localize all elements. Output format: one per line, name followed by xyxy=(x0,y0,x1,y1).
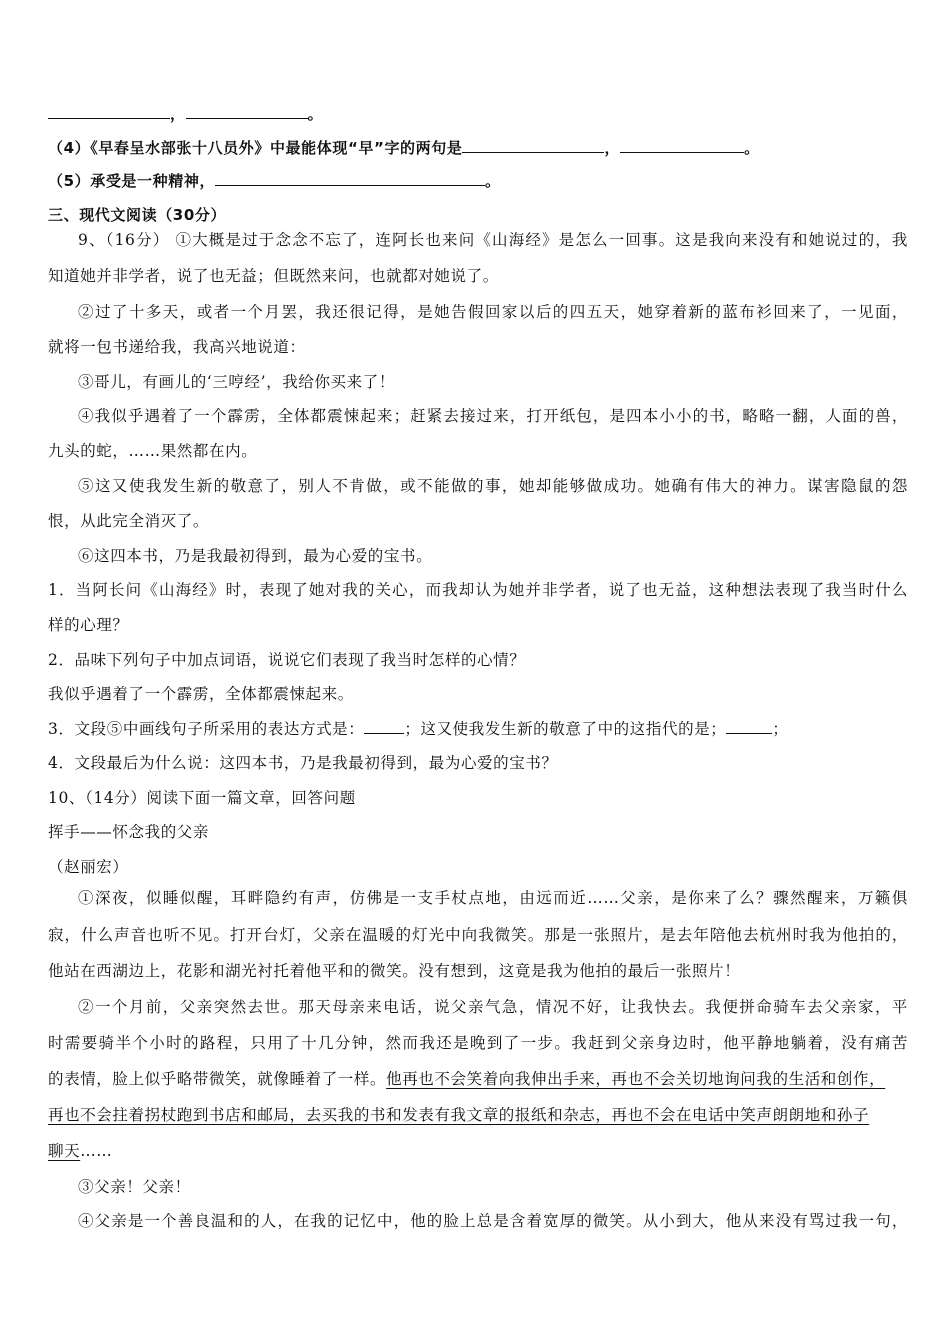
q9-sub-question-2-sentence: 我似乎遇着了一个霹雳，全体都震悚起来。 xyxy=(48,685,354,703)
q9-paragraph-1: 9、（16分） ①大概是过于念念不忘了，连阿长也来问《山海经》是怎么一回事。这是我向来没有和她说过的，我 xyxy=(78,231,908,249)
q10-paragraph-4: ④父亲是一个善良温和的人，在我的记忆中，他的脸上总是含着宽厚的微笑。从小到大，他从来没有骂过我一句， xyxy=(78,1212,908,1230)
q10-paragraph-3: ③父亲！父亲！ xyxy=(78,1178,191,1196)
q10-paragraph-2-cont-4: 聊天…… xyxy=(48,1142,113,1160)
q9-paragraph-6: ⑥这四本书，乃是我最初得到，最为心爱的宝书。 xyxy=(78,547,433,565)
q9-paragraph-1-cont: 知道她并非学者，说了也无益；但既然来问，也就都对她说了。 xyxy=(48,267,499,285)
answer-blank-s3-2[interactable] xyxy=(726,719,772,734)
answer-blank-2[interactable] xyxy=(186,104,308,119)
q10-paragraph-1-cont-1: 寂，什么声音也听不见。打开台灯，父亲在温暖的灯光中向我微笑。那是一张照片，是去年陪他去杭州时我为他拍的， xyxy=(48,926,908,944)
q9-paragraph-5-cont: 恨，从此完全消灭了。 xyxy=(48,512,210,530)
section-heading: 三、现代文阅读（30分） xyxy=(48,206,227,224)
q10-header: 10、（14分）阅读下面一篇文章，回答问题 xyxy=(48,789,356,807)
q9-paragraph-2-cont: 就将一包书递给我，我高兴地说道： xyxy=(48,338,306,356)
underlined-sentence: 他再也不会笑着向我伸出手来，再也不会关切地询问我的生活和创作， xyxy=(386,1070,886,1088)
answer-blank-q4-1[interactable] xyxy=(462,138,604,153)
q9-sub-question-1: 1．当阿长问《山海经》时，表现了她对我的关心，而我却认为她并非学者，说了也无益，这种想法表现了我当时什么 xyxy=(48,581,908,599)
q10-paragraph-1: ①深夜，似睡似醒，耳畔隐约有声，仿佛是一支手杖点地，由远而近……父亲，是你来了么？骤然醒来，万籁俱 xyxy=(78,889,908,907)
q9-paragraph-3: ③哥儿，有画儿的‘三哼经’，我给你买来了！ xyxy=(78,373,395,391)
answer-blank-1[interactable] xyxy=(48,104,170,119)
q9-paragraph-2: ②过了十多天，或者一个月罢，我还很记得，是她告假回家以后的四五天，她穿着新的蓝布衫回来了，一见面， xyxy=(78,303,908,321)
answer-blank-q5[interactable] xyxy=(215,171,485,186)
question-4-text: （4）《早春呈水部张十八员外》中最能体现“早”字的两句是 xyxy=(48,139,463,157)
article-author: （赵丽宏） xyxy=(48,858,129,876)
question-5-text: （5）承受是一种精神， xyxy=(48,172,216,190)
answer-blank-q4-2[interactable] xyxy=(620,138,744,153)
q10-paragraph-2-cont-3: 再也不会拄着拐杖跑到书店和邮局，去买我的书和发表有我文章的报纸和杂志，再也不会在电话中笑声朗朗地和孙子 xyxy=(48,1106,870,1124)
q10-paragraph-2-cont-2: 的表情，脸上似乎略带微笑，就像睡着了一样。他再也不会笑着向我伸出手来，再也不会关切地询问我的生活和创作， xyxy=(48,1070,886,1088)
q9-paragraph-5: ⑤这又使我发生新的敬意了，别人不肯做，或不能做的事，她却能够做成功。她确有伟大的神力。谋害隐鼠的怨 xyxy=(78,477,908,495)
q9-sub-question-2: 2．品味下列句子中加点词语，说说它们表现了我当时怎样的心情？ xyxy=(48,651,526,669)
answer-blank-s3-1[interactable] xyxy=(364,719,404,734)
q9-paragraph-4: ④我似乎遇着了一个霹雳，全体都震悚起来；赶紧去接过来，打开纸包，是四本小小的书，略略一翻，人面的兽， xyxy=(78,407,908,425)
q9-sub-question-3: 3．文段⑤中画线句子所采用的表达方式是： ；这又使我发生新的敬意了中的这指代的是； ； xyxy=(48,720,789,738)
q10-paragraph-2-cont-1: 时需要骑半个小时的路程，只用了十几分钟，然而我还是晚到了一步。我赶到父亲身边时，他平静地躺着，没有痛苦 xyxy=(48,1034,908,1052)
question-5: （5）承受是一种精神， 。 xyxy=(48,172,501,190)
q9-sub-question-1-cont: 样的心理？ xyxy=(48,616,129,634)
article-title: 挥手——怀念我的父亲 xyxy=(48,823,210,841)
q10-paragraph-2: ②一个月前，父亲突然去世。那天母亲来电话，说父亲气急，情况不好，让我快去。我便拼命骑车去父亲家，平 xyxy=(78,998,908,1016)
fill-in-line-top: ， 。 xyxy=(48,104,908,124)
q10-paragraph-1-cont-2: 他站在西湖边上，花影和湖光衬托着他平和的微笑。没有想到，这竟是我为他拍的最后一张照片！ xyxy=(48,962,741,980)
question-4: （4）《早春呈水部张十八员外》中最能体现“早”字的两句是 ， 。 xyxy=(48,139,760,157)
q9-paragraph-4-cont: 九头的蛇，……果然都在内。 xyxy=(48,442,258,460)
q9-sub-question-4: 4．文段最后为什么说：这四本书，乃是我最初得到，最为心爱的宝书？ xyxy=(48,754,558,772)
